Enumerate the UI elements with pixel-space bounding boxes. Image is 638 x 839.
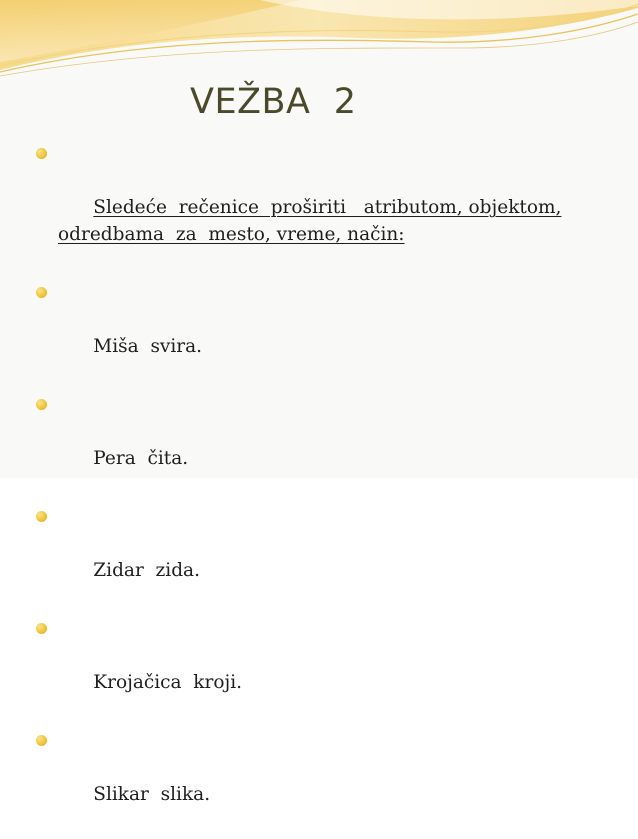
bullet-icon bbox=[36, 511, 47, 522]
bullet-item bbox=[36, 279, 596, 387]
slide-title: VEŽBA 2 bbox=[190, 82, 357, 122]
bullet-icon bbox=[36, 148, 47, 159]
bullet-text: Miša svira. bbox=[93, 336, 203, 357]
bullet-icon bbox=[36, 735, 47, 746]
bullet-item bbox=[36, 503, 596, 611]
bullet-list bbox=[36, 140, 596, 839]
bullet-icon bbox=[36, 623, 47, 634]
bullet-icon bbox=[36, 287, 47, 298]
bullet-item bbox=[36, 727, 596, 835]
bullet-text: Zidar zida. bbox=[93, 560, 200, 581]
bullet-text: Pera čita. bbox=[93, 448, 189, 469]
bullet-item bbox=[36, 391, 596, 499]
bullet-icon bbox=[36, 399, 47, 410]
bullet-text: Slikar slika. bbox=[93, 784, 211, 805]
bullet-item bbox=[36, 615, 596, 723]
bullet-item-instruction bbox=[36, 140, 596, 275]
bullet-text: Krojačica kroji. bbox=[93, 672, 243, 693]
bullet-text: Sledeće rečenice proširiti atributom, objektom, odredbama za mesto, vreme, način: bbox=[58, 197, 562, 245]
